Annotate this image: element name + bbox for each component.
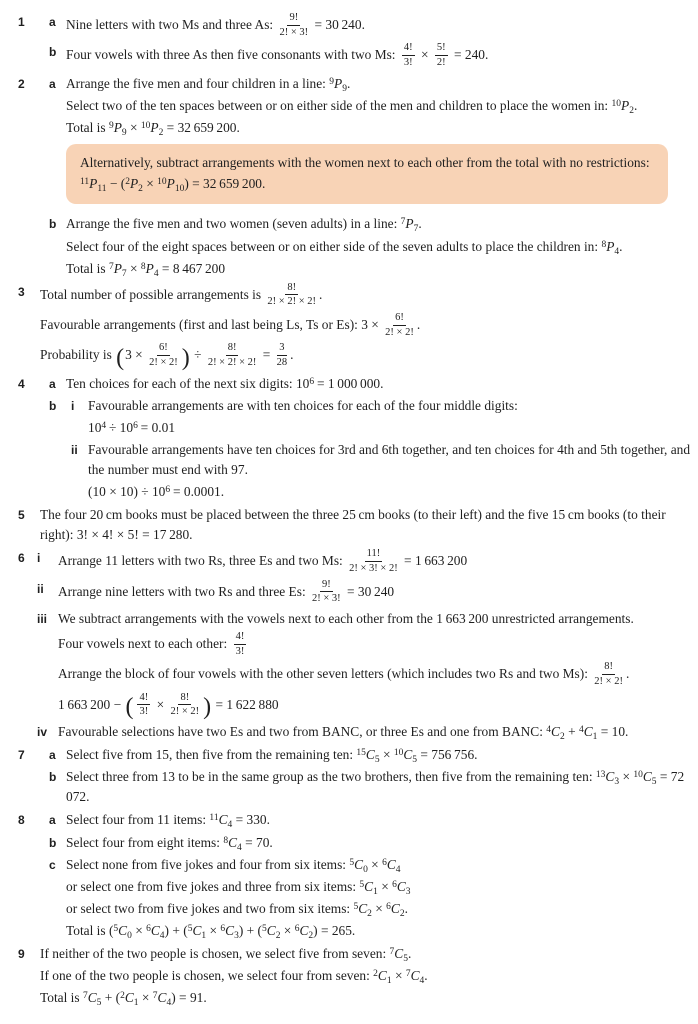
subscript: 4 xyxy=(419,976,425,987)
solution-text: Arrange nine letters with two Rs and three Es: $\frac{9!}{2! \times 3!}$ = 30 240 xyxy=(58,578,395,605)
superscript: 9 xyxy=(329,76,334,87)
superscript: 2 xyxy=(125,176,130,187)
part-label: a xyxy=(49,15,56,29)
math-variable: P xyxy=(129,175,139,191)
subscript: 7 xyxy=(121,268,127,279)
subscript: 1 xyxy=(386,976,392,987)
solution-text: Nine letters with two Ms and three As: $\frac{9!}{2! \times 3!}$ = 30 240. xyxy=(66,12,365,38)
math-variable: C xyxy=(364,878,374,894)
solution-text: Probability is (3 × $\frac{6!}{2! \times 2!}$ ) ÷ $\frac{8!}{2! \times 2! \times 2!}$ = $\frac{3}{28}$ . xyxy=(40,342,294,371)
superscript: 6 xyxy=(382,857,387,868)
fraction-numerator: 6! xyxy=(157,341,170,356)
subscript: 1 xyxy=(133,998,139,1009)
fraction-denominator: 3! xyxy=(139,706,149,718)
subscript: 2 xyxy=(138,183,143,194)
solution-line xyxy=(0,722,698,742)
fraction-numerator: 8! xyxy=(285,281,298,296)
superscript: 5 xyxy=(349,857,355,868)
subscript: 2 xyxy=(399,908,405,919)
solution-line xyxy=(0,692,698,720)
solution-line xyxy=(0,944,698,964)
subscript: 2 xyxy=(275,930,281,941)
superscript: 7 xyxy=(389,947,395,958)
superscript: 2 xyxy=(373,969,378,980)
subscript: 5 xyxy=(403,954,408,965)
subscript: 2 xyxy=(308,930,314,941)
question-number: 3 xyxy=(18,284,25,299)
fraction-numerator: 8! xyxy=(178,691,191,706)
fraction-denominator: 2! xyxy=(436,56,446,68)
solution-text: 1 663 200 − ( $\frac{4!}{3!}$ × $\frac{8!}{2! \times 2!}$ ) = 1 622 880 xyxy=(58,691,279,720)
solution-text: Total is $^7P_7 \times ^8P_4 = 8$ 467 200 xyxy=(66,260,226,279)
subscript: 2 xyxy=(559,731,565,742)
fraction-denominator: 3! xyxy=(235,645,245,657)
part-label: a xyxy=(49,748,56,763)
math-variable: C xyxy=(390,900,400,916)
subscript: 5 xyxy=(412,755,418,766)
subscript: 3 xyxy=(405,886,411,897)
subscript: 1 xyxy=(373,886,378,897)
solution-text: or select two from five jokes and two from six items: $^5C_2 \times ^6C_2$. xyxy=(66,900,408,919)
superscript: 2 xyxy=(120,991,125,1002)
question-number: 5 xyxy=(18,508,25,523)
math-variable: P xyxy=(334,75,343,91)
math-variable: C xyxy=(358,900,368,916)
solution-text: Select none from five jokes and four from six items: $^5C_0 \times ^6C_4$ xyxy=(66,856,401,875)
solution-text: Total is $^7C_5 + (^2C_1 \times ^7C_4) = 91$. xyxy=(40,990,207,1009)
subscript: 5 xyxy=(96,998,102,1009)
subscript: 5 xyxy=(374,755,380,766)
solution-line xyxy=(0,579,698,607)
fraction xyxy=(349,547,398,575)
superscript: 7 xyxy=(108,261,114,272)
superscript: 11 xyxy=(80,176,90,187)
superscript: 10 xyxy=(393,748,404,759)
fraction-denominator: 2! × 2! xyxy=(594,676,623,688)
fraction xyxy=(277,341,288,369)
solution-line xyxy=(0,548,698,576)
close-paren: ) xyxy=(181,344,190,371)
math-variable: P xyxy=(145,260,154,276)
part-label: a xyxy=(49,813,56,828)
solution-line xyxy=(0,440,698,480)
open-paren: ( xyxy=(116,344,125,371)
solution-line xyxy=(0,609,698,629)
solution-text: We subtract arrangements with the vowels next to each other from the 1 663 200 unrestricted arrangements. xyxy=(58,611,634,627)
math-variable: P xyxy=(621,97,630,113)
math-variable: C xyxy=(124,990,134,1006)
subscript: 1 xyxy=(592,731,598,742)
solution-line xyxy=(0,855,698,875)
subpart-label: iv xyxy=(37,724,48,739)
superscript: 11 xyxy=(209,813,219,824)
math-variable: C xyxy=(266,922,276,938)
math-variable: C xyxy=(583,723,593,739)
solution-line xyxy=(0,767,698,807)
math-variable: C xyxy=(386,856,396,872)
fraction-denominator: 2! × 3! xyxy=(279,26,309,38)
subscript: 11 xyxy=(97,183,107,194)
fraction-numerator: 3 xyxy=(277,341,286,356)
subpart-label: i xyxy=(71,398,75,413)
solution-text: Favourable arrangements are with ten choices for each of the four middle digits: xyxy=(88,397,518,413)
part-label: b xyxy=(49,398,57,413)
part-label: b xyxy=(49,45,57,60)
superscript: 6 xyxy=(392,879,397,890)
superscript: 10 xyxy=(633,770,643,781)
superscript: 6 xyxy=(133,420,138,431)
solution-text: Favourable selections have two Es and two from BANC, or three Es and one from BANC: $^4C_2 + ^4C_1 = 10$. xyxy=(58,723,629,742)
solution-text: Four vowels next to each other: $\frac{4!}{3!}$ xyxy=(58,631,245,657)
question-number: 6 xyxy=(18,551,25,566)
part-label: b xyxy=(49,770,57,785)
math-variable: C xyxy=(192,922,202,938)
solution-line xyxy=(0,833,698,853)
solution-line xyxy=(0,899,698,919)
subscript: 1 xyxy=(201,930,207,941)
question-number: 4 xyxy=(18,376,25,391)
subscript: 4 xyxy=(395,864,401,875)
fraction-numerator: 9! xyxy=(287,11,300,26)
math-variable: C xyxy=(118,922,128,938)
subpart-label: iii xyxy=(37,612,48,627)
solution-text: Select four from eight items: $^8C_4 = 70$. xyxy=(66,834,273,853)
fraction-denominator: 28 xyxy=(276,356,288,368)
solution-text: Ten choices for each of the next six digits: $10^6 = 1$ 000 000. xyxy=(66,375,384,391)
superscript: 6 xyxy=(309,376,315,387)
solution-line xyxy=(0,418,698,438)
fraction xyxy=(385,311,414,339)
math-variable: C xyxy=(551,723,560,739)
solution-line xyxy=(0,877,698,897)
subscript: 2 xyxy=(629,105,634,116)
superscript: 10 xyxy=(157,176,167,187)
solution-text: Four vowels with three As then five consonants with two Ms: $\frac{4!}{3!}$ × $\frac{5!}{2!}$ = 240. xyxy=(66,42,489,68)
subscript: 4 xyxy=(614,246,620,257)
subscript: 4 xyxy=(227,820,233,831)
subscript: 7 xyxy=(413,224,419,235)
superscript: 4 xyxy=(578,724,584,735)
superscript: 5 xyxy=(113,923,119,934)
solution-text: Arrange the block of four vowels with the other seven letters (which includes two Rs and two Ms): $\frac{8!}{2! \times 2!}$ . xyxy=(58,661,630,688)
solution-line xyxy=(0,312,698,340)
math-variable: P xyxy=(89,175,98,191)
math-variable: C xyxy=(157,990,167,1006)
question-number: 9 xyxy=(18,947,25,962)
superscript: 5 xyxy=(353,901,359,912)
superscript: 5 xyxy=(359,879,365,890)
solution-line xyxy=(0,631,698,659)
solution-text: Select four of the eight spaces between or on either side of the seven adults to place the children in: $^8P_4$. xyxy=(66,238,623,257)
solution-line xyxy=(0,259,698,279)
math-variable: C xyxy=(150,922,160,938)
solution-line xyxy=(0,374,698,394)
solution-text: Alternatively, subtract arrangements with the women next to each other from the total with no restrictions: $^{11}P_{11} - (^2P_2 \times ^{10}P_{10}) = 32$ 659 200. xyxy=(80,154,650,194)
math-variable: C xyxy=(354,856,364,872)
solution-text: Arrange the five men and four children in a line: $^9P_9$. xyxy=(66,75,351,94)
math-variable: C xyxy=(396,878,406,894)
math-variable: P xyxy=(113,260,122,276)
solutions-list xyxy=(0,12,698,1008)
solution-text: Select four from 11 items: $^{11}C_4 = 330$. xyxy=(66,812,270,831)
subpart-label: ii xyxy=(71,442,78,457)
solution-text: $10^4 \div 10^6 = 0.01$ xyxy=(88,419,176,435)
superscript: 5 xyxy=(187,923,193,934)
solution-text: Favourable arrangements have ten choices for 3rd and 6th together, and ten choices for 4th and 5th together, and the number must end with 97. xyxy=(88,441,691,478)
solution-line xyxy=(0,282,698,310)
fraction xyxy=(594,660,623,688)
alternative-note-box xyxy=(66,144,668,205)
part-label: c xyxy=(49,857,56,872)
superscript: 6 xyxy=(294,923,300,934)
math-variable: C xyxy=(299,922,309,938)
solution-line xyxy=(0,966,698,986)
superscript: 6 xyxy=(165,485,171,496)
solution-line xyxy=(0,74,698,94)
fraction xyxy=(402,41,415,69)
math-variable: C xyxy=(225,922,235,938)
fraction-denominator: 2! × 3! × 2! xyxy=(349,563,398,575)
question-number: 1 xyxy=(18,15,25,29)
superscript: 6 xyxy=(386,901,391,912)
solution-line xyxy=(0,237,698,257)
math-variable: P xyxy=(113,119,122,135)
fraction xyxy=(234,630,247,658)
solution-text: Total is $(^5C_0 \times ^6C_4) + (^5C_1 \times ^6C_3) + (^5C_2 \times ^6C_2) = 265$. xyxy=(66,922,356,941)
subscript: 4 xyxy=(166,998,172,1009)
superscript: 8 xyxy=(601,239,607,250)
fraction xyxy=(149,341,178,369)
superscript: 5 xyxy=(262,923,267,934)
fraction-numerator: 4! xyxy=(137,691,150,706)
fraction xyxy=(280,11,309,39)
alternative-note-row xyxy=(0,144,698,205)
solution-line xyxy=(0,921,698,941)
solution-line xyxy=(0,342,698,370)
math-variable: C xyxy=(228,834,237,850)
solution-line xyxy=(0,42,698,70)
math-variable: C xyxy=(642,769,652,785)
math-variable: C xyxy=(377,968,387,984)
part-label: a xyxy=(49,76,56,91)
subscript: 2 xyxy=(367,908,372,919)
math-variable: P xyxy=(606,238,615,254)
math-variable: C xyxy=(87,990,97,1006)
solution-text: Arrange 11 letters with two Rs, three Es and two Ms: $\frac{11!}{2! \times 3! \times 2!}$ = 1 663 200 xyxy=(58,548,468,575)
superscript: 7 xyxy=(405,969,411,980)
subpart-label: ii xyxy=(37,581,44,596)
close-paren: ) xyxy=(203,693,212,720)
fraction xyxy=(312,578,341,606)
subscript: 9 xyxy=(121,127,127,138)
fraction-numerator: 9! xyxy=(320,578,333,593)
fraction-denominator: 2! × 3! xyxy=(312,593,341,605)
question-number: 7 xyxy=(18,748,25,763)
fraction xyxy=(170,691,199,719)
superscript: 7 xyxy=(400,217,406,228)
solution-line xyxy=(0,96,698,116)
solution-line xyxy=(0,988,698,1008)
math-variable: C xyxy=(403,747,413,763)
subscript: 4 xyxy=(159,930,165,941)
fraction-denominator: 2! × 2! xyxy=(149,356,178,368)
fraction xyxy=(208,341,257,369)
solution-text: If one of the two people is chosen, we select four from seven: $^2C_1 \times ^7C_4$. xyxy=(40,968,428,987)
math-variable: C xyxy=(394,946,404,962)
solution-text: Favourable arrangements (first and last being Ls, Ts or Es): 3 × $\frac{6!}{2! \times 2!}$ . xyxy=(40,312,421,338)
subscript: 4 xyxy=(153,268,159,279)
solution-line xyxy=(0,810,698,830)
fraction-numerator: 4! xyxy=(402,41,415,56)
math-variable: C xyxy=(605,769,615,785)
subscript: 9 xyxy=(342,83,347,94)
fraction-numerator: 11! xyxy=(365,547,383,562)
superscript: 8 xyxy=(140,261,146,272)
superscript: 7 xyxy=(152,991,158,1002)
math-variable: C xyxy=(218,812,228,828)
solution-line xyxy=(0,505,698,545)
fraction-numerator: 8! xyxy=(602,660,615,675)
subscript: 2 xyxy=(158,127,164,138)
part-label: b xyxy=(49,217,57,232)
math-variable: C xyxy=(410,968,420,984)
part-label: b xyxy=(49,835,57,850)
subpart-label: i xyxy=(37,551,41,566)
superscript: 6 xyxy=(146,923,151,934)
solution-line xyxy=(0,118,698,138)
question-number: 2 xyxy=(18,76,25,91)
superscript: 4 xyxy=(546,724,552,735)
solution-text: Total is $^9P_9 \times ^{10}P_2 = 32$ 659 200. xyxy=(66,119,240,138)
subscript: 3 xyxy=(234,930,239,941)
subscript: 0 xyxy=(127,930,132,941)
solution-text: If neither of the two people is chosen, we select five from seven: $^7C_5$. xyxy=(40,946,412,965)
solution-text: The four 20 cm books must be placed between the three 25 cm books (to their left) and the five 15 cm books (to their right): 3! × 4! × 5! = 17 280. xyxy=(40,507,666,543)
fraction xyxy=(435,41,448,69)
fraction-numerator: 6! xyxy=(393,311,406,326)
solution-line xyxy=(0,661,698,689)
math-variable: P xyxy=(150,119,159,135)
superscript: 8 xyxy=(223,835,229,846)
subscript: 5 xyxy=(651,777,657,788)
superscript: 7 xyxy=(82,991,88,1002)
question-number: 8 xyxy=(18,813,25,828)
math-variable: P xyxy=(405,216,414,232)
solution-text: Select two of the ten spaces between or on either side of the men and children to place the women in: $^{10}P_2$. xyxy=(66,97,638,116)
superscript: 9 xyxy=(108,120,114,131)
solution-text: or select one from five jokes and three from six items: $^5C_1 \times ^6C_3$ xyxy=(66,878,411,897)
solution-line xyxy=(0,745,698,765)
subscript: 3 xyxy=(614,777,620,788)
fraction-denominator: 3! xyxy=(403,56,413,68)
fraction-denominator: 2! × 2! × 2! xyxy=(207,356,257,368)
fraction-denominator: 2! × 2! × 2! xyxy=(267,296,317,308)
superscript: 6 xyxy=(220,923,226,934)
solution-text: Total number of possible arrangements is $\frac{8!}{2! \times 2! \times 2!}$ . xyxy=(40,281,323,308)
superscript: 4 xyxy=(101,420,107,431)
solution-line xyxy=(0,12,698,40)
superscript: 10 xyxy=(611,98,621,109)
open-paren: ( xyxy=(125,693,134,720)
superscript: 10 xyxy=(140,120,151,131)
subscript: 0 xyxy=(363,864,368,875)
solution-line xyxy=(0,396,698,416)
solution-text: Select three from 13 to be in the same group as the two brothers, then five from the remaining ten: $^{13}C_3 \times ^{10}C_5 = 72$ 072. xyxy=(66,769,687,805)
solution-text: Arrange the five men and two women (seven adults) in a line: $^7P_7$. xyxy=(66,216,422,235)
part-label: a xyxy=(49,376,56,391)
fraction-numerator: 4! xyxy=(234,630,247,645)
fraction-denominator: 2! × 2! xyxy=(170,706,200,718)
solution-line xyxy=(0,482,698,502)
solution-text: Select five from 15, then five from the remaining ten: $^{15}C_5 \times ^{10}C_5 = 756$ 756. xyxy=(66,747,478,766)
fraction xyxy=(137,691,150,719)
superscript: 13 xyxy=(595,770,606,781)
subscript: 4 xyxy=(237,842,242,853)
subscript: 10 xyxy=(174,183,185,194)
solution-line xyxy=(0,214,698,234)
superscript: 15 xyxy=(356,748,366,759)
fraction-numerator: 8! xyxy=(226,341,239,356)
fraction-numerator: 5! xyxy=(435,41,448,56)
fraction xyxy=(267,281,316,309)
math-variable: C xyxy=(365,747,375,763)
fraction-denominator: 2! × 2! xyxy=(385,326,414,338)
solution-text: $(10 \times 10) \div 10^6 = 0.0001$. xyxy=(88,484,225,500)
math-variable: P xyxy=(166,175,175,191)
